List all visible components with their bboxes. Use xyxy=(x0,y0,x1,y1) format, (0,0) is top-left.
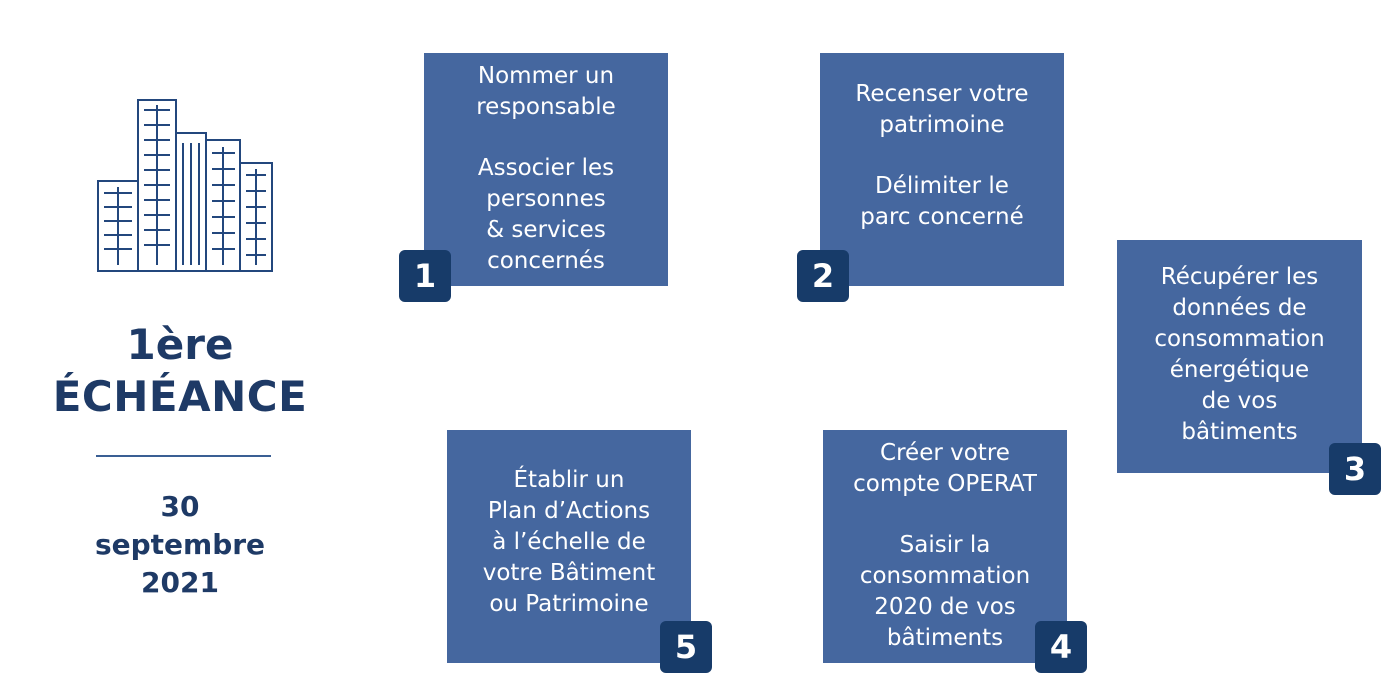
step-1-line: & services xyxy=(486,217,606,243)
step-4-line: bâtiments xyxy=(886,625,1004,651)
step-2-line: patrimoine xyxy=(879,112,1005,138)
step-1-line: personnes xyxy=(486,186,606,212)
step-1-line: Associer les xyxy=(477,155,615,181)
deadline-month: septembre xyxy=(94,528,266,561)
step-4-line: 2020 de vos xyxy=(874,594,1016,620)
step-5-line: à l’échelle de xyxy=(492,529,646,555)
step-number-badge-4: 4 xyxy=(1035,621,1087,673)
step-number-badge-2: 2 xyxy=(797,250,849,302)
step-card-1 xyxy=(424,53,668,286)
step-5-line: ou Patrimoine xyxy=(489,591,649,617)
step-card-5 xyxy=(447,430,691,663)
step-number-badge-5: 5 xyxy=(660,621,712,673)
step-2-line: parc concerné xyxy=(860,204,1024,230)
deadline-title: ÉCHÉANCE xyxy=(52,372,308,421)
step-2-line: Recenser votre xyxy=(855,81,1029,107)
step-2-line: Délimiter le xyxy=(875,173,1009,199)
step-card-4 xyxy=(823,430,1067,663)
deadline-year: 2021 xyxy=(141,566,219,599)
step-3-line: de vos xyxy=(1201,388,1278,414)
step-4-line: Saisir la xyxy=(899,532,991,558)
step-1-line: concernés xyxy=(487,248,605,274)
step-card-2 xyxy=(820,53,1064,286)
step-4-line: compte OPERAT xyxy=(853,471,1037,497)
buildings-icon xyxy=(95,95,275,275)
deadline-ordinal: 1ère xyxy=(126,320,234,369)
step-3-line: bâtiments xyxy=(1181,419,1298,445)
deadline-day: 30 xyxy=(160,490,200,523)
step-3-line: consommation xyxy=(1154,326,1325,352)
step-5-line: Établir un xyxy=(513,467,625,493)
step-number-badge-1: 1 xyxy=(399,250,451,302)
step-number-badge-3: 3 xyxy=(1329,443,1381,495)
deadline-panel xyxy=(30,0,330,700)
step-4-line: Créer votre xyxy=(880,440,1010,466)
step-5-line: Plan d’Actions xyxy=(487,498,651,524)
step-1-line: responsable xyxy=(476,94,616,120)
divider xyxy=(96,455,271,457)
step-3-line: énergétique xyxy=(1169,357,1310,383)
step-3-line: Récupérer les xyxy=(1160,264,1319,290)
step-card-3 xyxy=(1117,240,1362,473)
step-5-line: votre Bâtiment xyxy=(482,560,656,586)
step-4-line: consommation xyxy=(859,563,1031,589)
step-3-line: données de xyxy=(1172,295,1307,321)
step-1-line: Nommer un xyxy=(477,63,615,89)
